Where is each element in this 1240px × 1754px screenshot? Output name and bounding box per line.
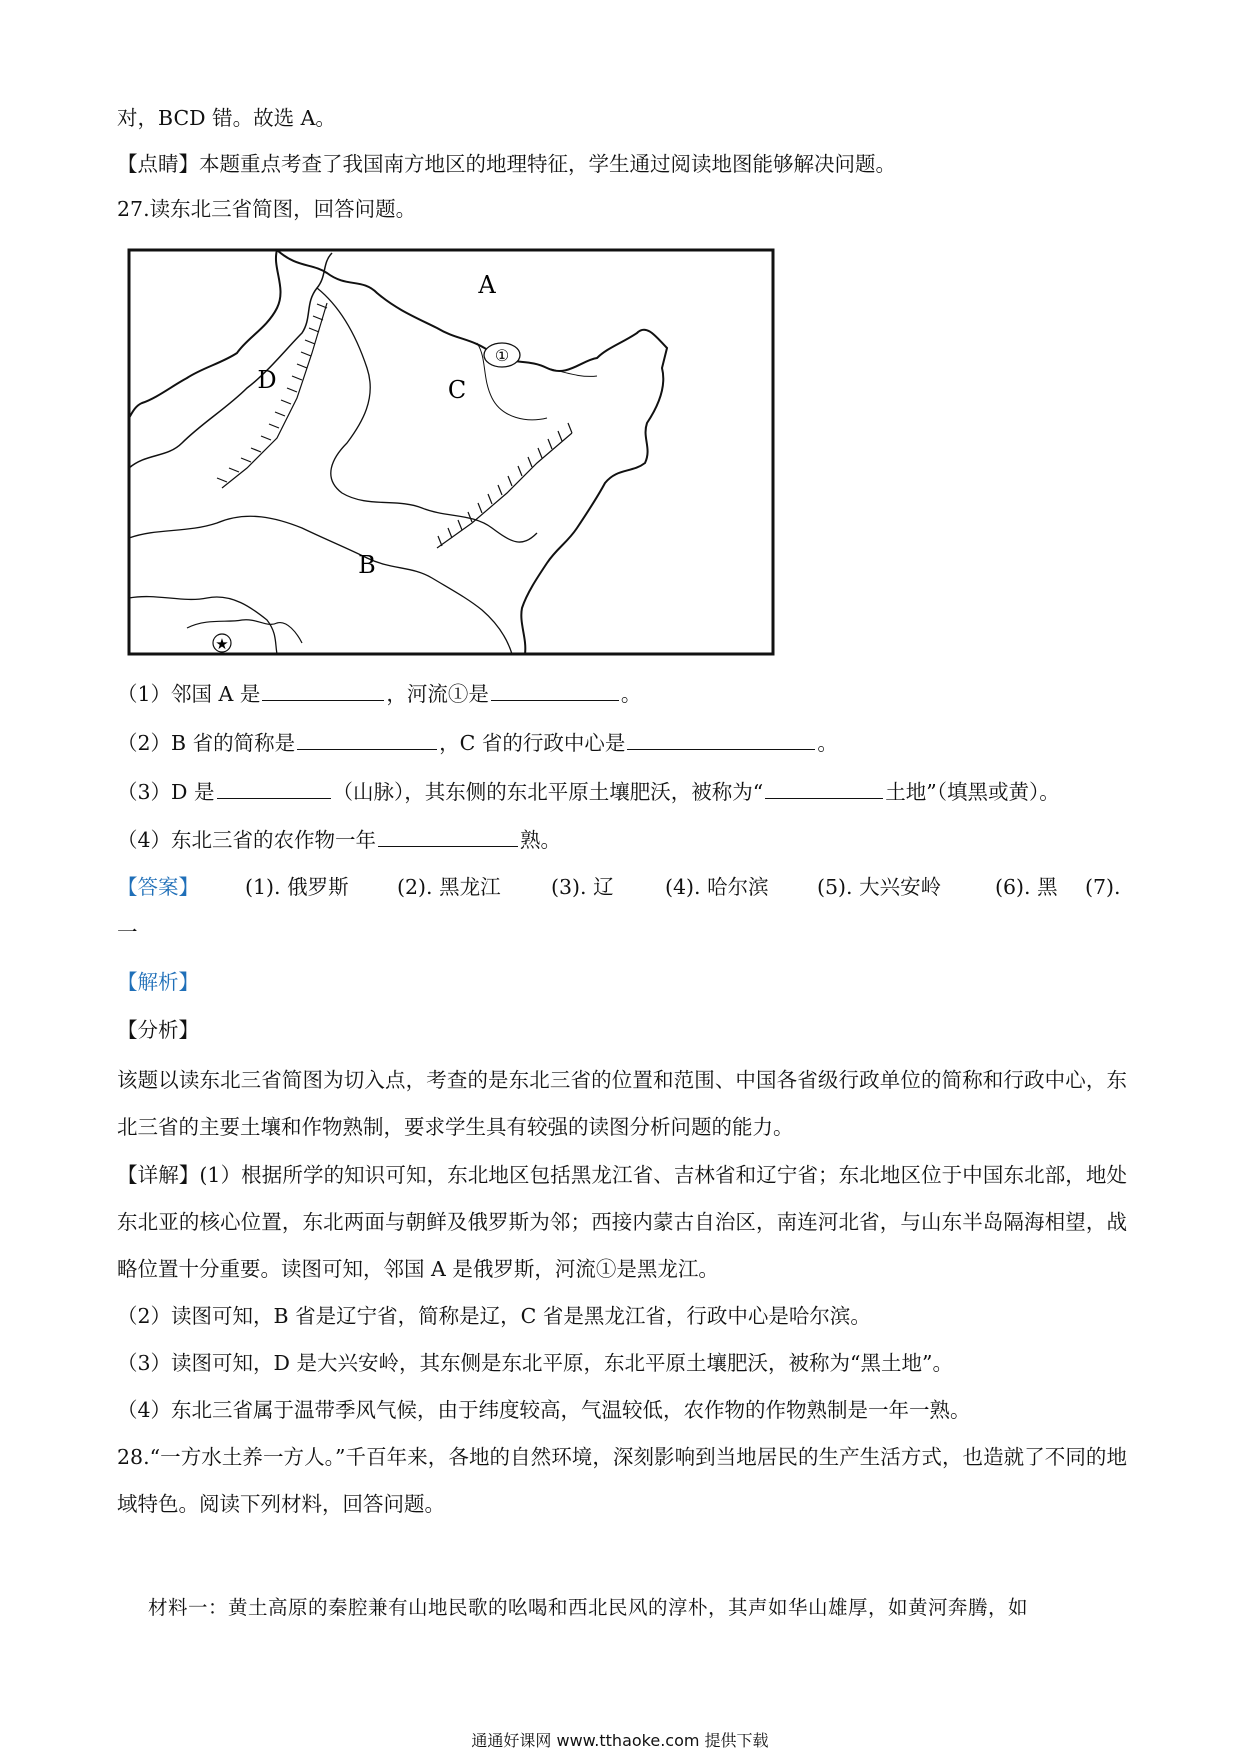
q3-middle: （山脉），其东侧的东北平原土壤肥沃，被称为“ [332, 780, 764, 804]
detail-tag: 【详解】 [117, 1163, 200, 1187]
answer-item-6: (6). 黑 [995, 875, 1058, 899]
question-27-title: 27.读东北三省简图，回答问题。 [117, 197, 417, 221]
river-marker-label: ① [494, 346, 510, 365]
map-label-b: B [358, 551, 376, 579]
map-label-c: C [447, 376, 467, 404]
q3-prefix: （3）D 是 [117, 780, 215, 804]
map-label-d: D [257, 366, 277, 394]
answer-item-5: (5). 大兴安岭 [817, 875, 942, 899]
map-frame [129, 250, 773, 654]
q1-middle: ，河流①是 [386, 682, 489, 706]
detail-p1-text: (1）根据所学的知识可知，东北地区包括黑龙江省、吉林省和辽宁省；东北地区位于中国东北部，地处东北亚的核心位置，东北两面与朝鲜及俄罗斯为邻；西接内蒙古自治区，南连河北省，与山东半岛隔海相望，战略位置十分重要。读图可知，邻国 A 是俄罗斯，河流①是黑龙江。 [117, 1163, 1128, 1281]
analysis-paragraph: 该题以读东北三省简图为切入点，考查的是东北三省的位置和范围、中国各省级行政单位的简称和行政中心，东北三省的主要土壤和作物熟制，要求学生具有较强的读图分析问题的能力。 [117, 1068, 1127, 1139]
q3-end: 土地”（填黑或黄）。 [885, 780, 1060, 804]
answer-item-4: (4). 哈尔滨 [665, 875, 769, 899]
answer-item-1: (1). 俄罗斯 [245, 875, 349, 899]
q3-blank-a[interactable] [217, 776, 331, 799]
dianjing-tag: 【点睛】 [117, 152, 199, 176]
q4-end: 熟。 [520, 828, 562, 852]
answer-last: 一 [117, 920, 138, 944]
q2-end: 。 [817, 731, 838, 755]
q1-blank-b[interactable] [491, 678, 619, 701]
page-footer: 通通好课网 www.tthaoke.com 提供下载 [471, 1731, 769, 1750]
detail-paragraph-3: （3）读图可知，D 是大兴安岭，其东侧是东北平原，东北平原土壤肥沃，被称为“黑土地”。 [117, 1351, 953, 1375]
question-2 [117, 727, 838, 757]
question-4 [117, 824, 561, 854]
detail-paragraph-4: （4）东北三省属于温带季风气候，由于纬度较高，气温较低，农作物的作物熟制是一年一熟。 [117, 1398, 971, 1422]
answer-item-7: (7). [1085, 875, 1121, 899]
answer-item-3: (3). 辽 [551, 875, 614, 899]
analysis-tag: 【解析】 [117, 970, 199, 994]
analysis-subtag: 【分析】 [117, 1018, 199, 1042]
material-one: 材料一：黄土高原的秦腔兼有山地民歌的吆喝和西北民风的淳朴，其声如华山雄厚，如黄河奔腾，如 [148, 1596, 1029, 1619]
detail-paragraph-2: （2）读图可知，B 省是辽宁省，简称是辽，C 省是黑龙江省，行政中心是哈尔滨。 [117, 1304, 871, 1328]
q3-blank-b[interactable] [765, 776, 883, 799]
map-label-a: A [478, 271, 496, 299]
q4-blank[interactable] [378, 824, 518, 847]
q1-end: 。 [620, 682, 642, 706]
q1-blank-a[interactable] [262, 678, 384, 701]
answer-item-2: (2). 黑龙江 [397, 875, 501, 899]
text-line-dianjing [117, 150, 896, 178]
northeast-china-map [127, 248, 775, 656]
text-line-conclusion: 对，BCD 错。故选 A。 [117, 106, 336, 130]
q4-prefix: （4）东北三省的农作物一年 [117, 828, 377, 852]
question-3 [117, 776, 1060, 806]
q2-blank-a[interactable] [297, 727, 437, 750]
answer-tag: 【答案】 [117, 875, 199, 899]
dianjing-text: 本题重点考查了我国南方地区的地理特征，学生通过阅读地图能够解决问题。 [199, 152, 896, 176]
q2-middle: ，C 省的行政中心是 [439, 731, 626, 755]
question-28: 28.“一方水土养一方人。”千百年来，各地的自然环境，深刻影响到当地居民的生产生活方式，也造就了不同的地域特色。阅读下列材料，回答问题。 [117, 1445, 1127, 1516]
question-1 [117, 678, 641, 708]
q2-blank-b[interactable] [627, 727, 815, 750]
q1-prefix: （1）邻国 A 是 [117, 682, 261, 706]
q2-prefix: （2）B 省的简称是 [117, 731, 296, 755]
detail-paragraph-1 [117, 1152, 1127, 1293]
capital-star-icon: ★ [215, 635, 229, 653]
